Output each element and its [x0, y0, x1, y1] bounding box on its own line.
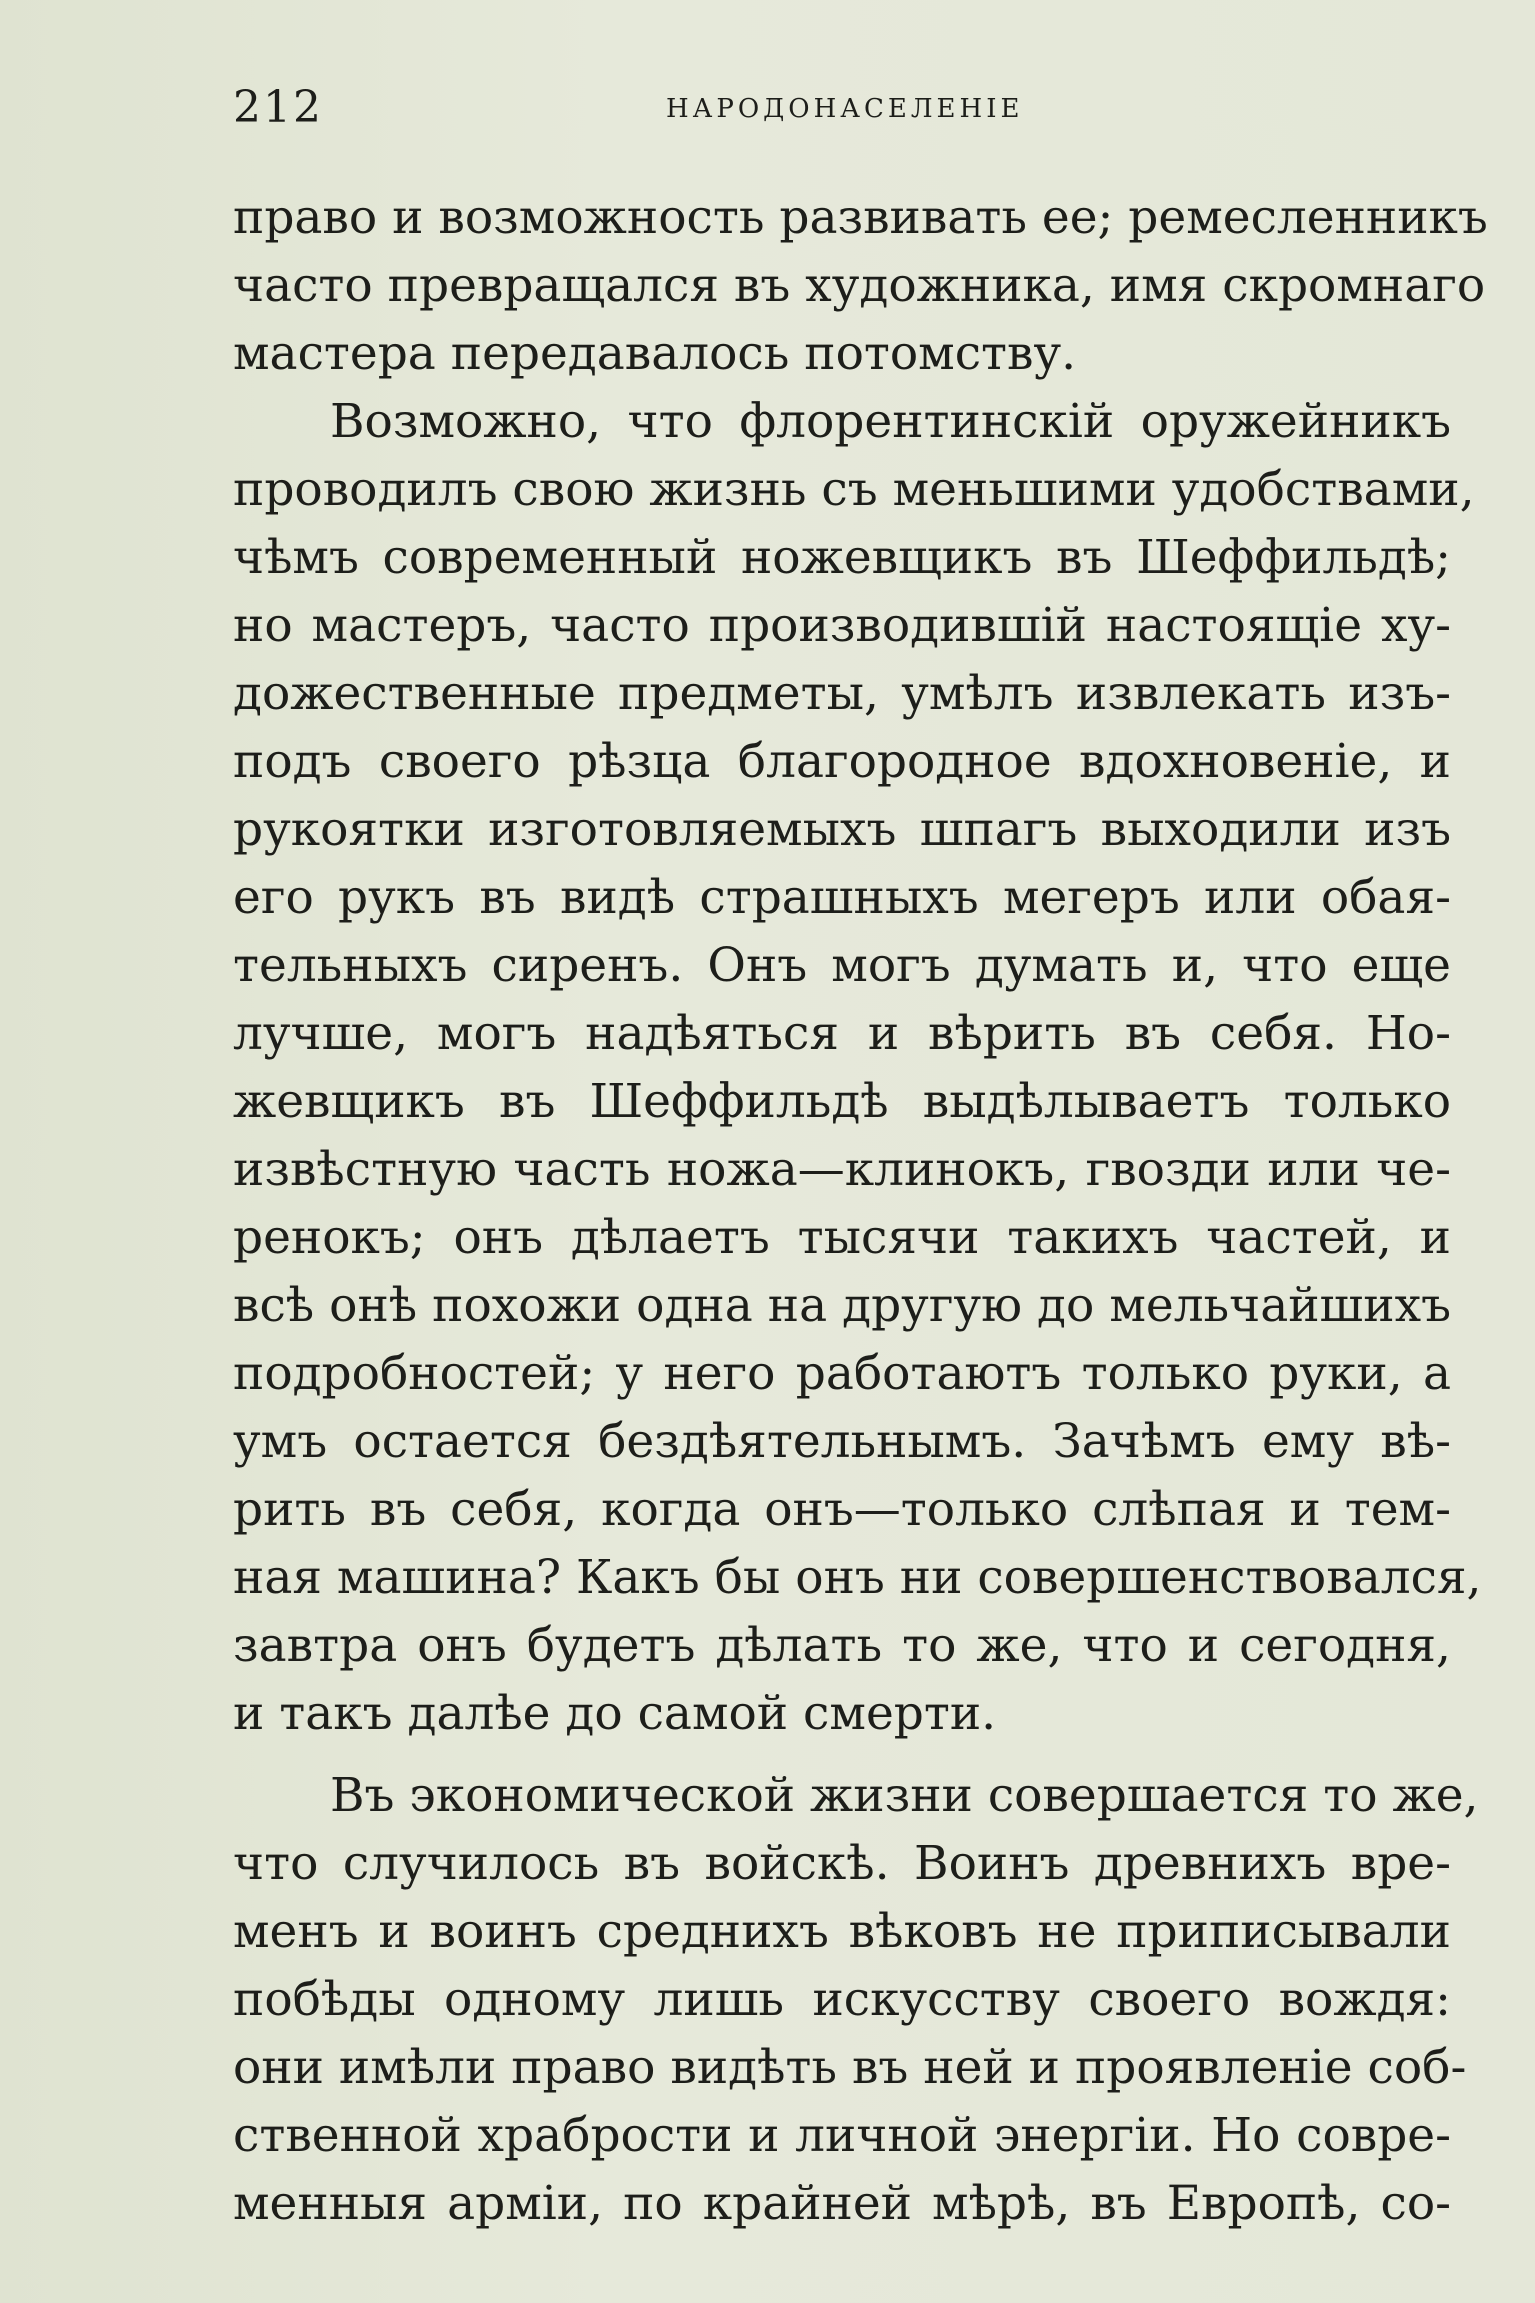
paragraph	[233, 184, 1488, 388]
text-line: его рукъ въ видѣ страшныхъ мегеръ или обая-	[233, 870, 1451, 925]
text-line: лучше, могъ надѣяться и вѣрить въ себя. Но-	[233, 1006, 1451, 1061]
page-number: 212	[233, 82, 323, 133]
text-line: чѣмъ современный ножевщикъ въ Шеффильдѣ;	[233, 530, 1451, 585]
text-line: жевщикъ въ Шеффильдѣ выдѣлываетъ только	[233, 1074, 1451, 1129]
text-line: завтра онъ будетъ дѣлать то же, что и сегодня,	[233, 1618, 1451, 1673]
text-line: умъ остается бездѣятельнымъ. Зачѣмъ ему вѣ-	[233, 1414, 1451, 1469]
text-line: ственной храбрости и личной энергіи. Но совре-	[233, 2108, 1451, 2163]
text-line: Въ экономической жизни совершается то же,	[330, 1768, 1479, 1823]
body-text	[233, 184, 1488, 2238]
text-line: менныя арміи, по крайней мѣрѣ, въ Европѣ, со-	[233, 2176, 1451, 2231]
text-line: но мастеръ, часто производившій настоящіе ху-	[233, 598, 1451, 653]
text-line: рить въ себя, когда онъ—только слѣпая и тем-	[233, 1482, 1451, 1537]
text-line: часто превращался въ художника, имя скромнаго	[233, 258, 1486, 313]
text-line: подъ своего рѣзца благородное вдохновеніе, и	[233, 734, 1451, 789]
text-line: проводилъ свою жизнь съ меньшими удобствами,	[233, 462, 1475, 517]
text-line: ренокъ; онъ дѣлаетъ тысячи такихъ частей, и	[233, 1210, 1451, 1265]
paragraph	[233, 1762, 1479, 2238]
page-header	[233, 78, 1453, 138]
text-line: и такъ далѣе до самой смерти.	[233, 1686, 997, 1741]
text-line: побѣды одному лишь искусству своего вождя:	[233, 1972, 1451, 2027]
text-line: подробностей; у него работаютъ только руки, а	[233, 1346, 1451, 1401]
text-line: тельныхъ сиренъ. Онъ могъ думать и, что еще	[233, 938, 1451, 993]
paragraph-spacer	[233, 1748, 1451, 1762]
text-line: извѣстную часть ножа—клинокъ, гвозди или че-	[233, 1142, 1451, 1197]
text-line: что случилось въ войскѣ. Воинъ древнихъ вре-	[233, 1836, 1451, 1891]
text-line: ная машина? Какъ бы онъ ни совершенствовался,	[233, 1550, 1482, 1605]
text-line: мастера передавалось потомству.	[233, 326, 1077, 381]
text-line: дожественные предметы, умѣлъ извлекать изъ-	[233, 666, 1451, 721]
text-line: менъ и воинъ среднихъ вѣковъ не приписывали	[233, 1904, 1451, 1959]
text-line: они имѣли право видѣть въ ней и проявленіе соб-	[233, 2040, 1467, 2095]
text-line: рукоятки изготовляемыхъ шпагъ выходили изъ	[233, 802, 1451, 857]
text-line: Возможно, что флорентинскій оружейникъ	[330, 394, 1451, 449]
running-head: НАРОДОНАСЕЛЕНІЕ	[666, 94, 1024, 124]
text-line: всѣ онѣ похожи одна на другую до мельчайшихъ	[233, 1278, 1451, 1333]
paragraph	[233, 388, 1482, 1748]
text-line: право и возможность развивать ее; ремесленникъ	[233, 190, 1488, 245]
